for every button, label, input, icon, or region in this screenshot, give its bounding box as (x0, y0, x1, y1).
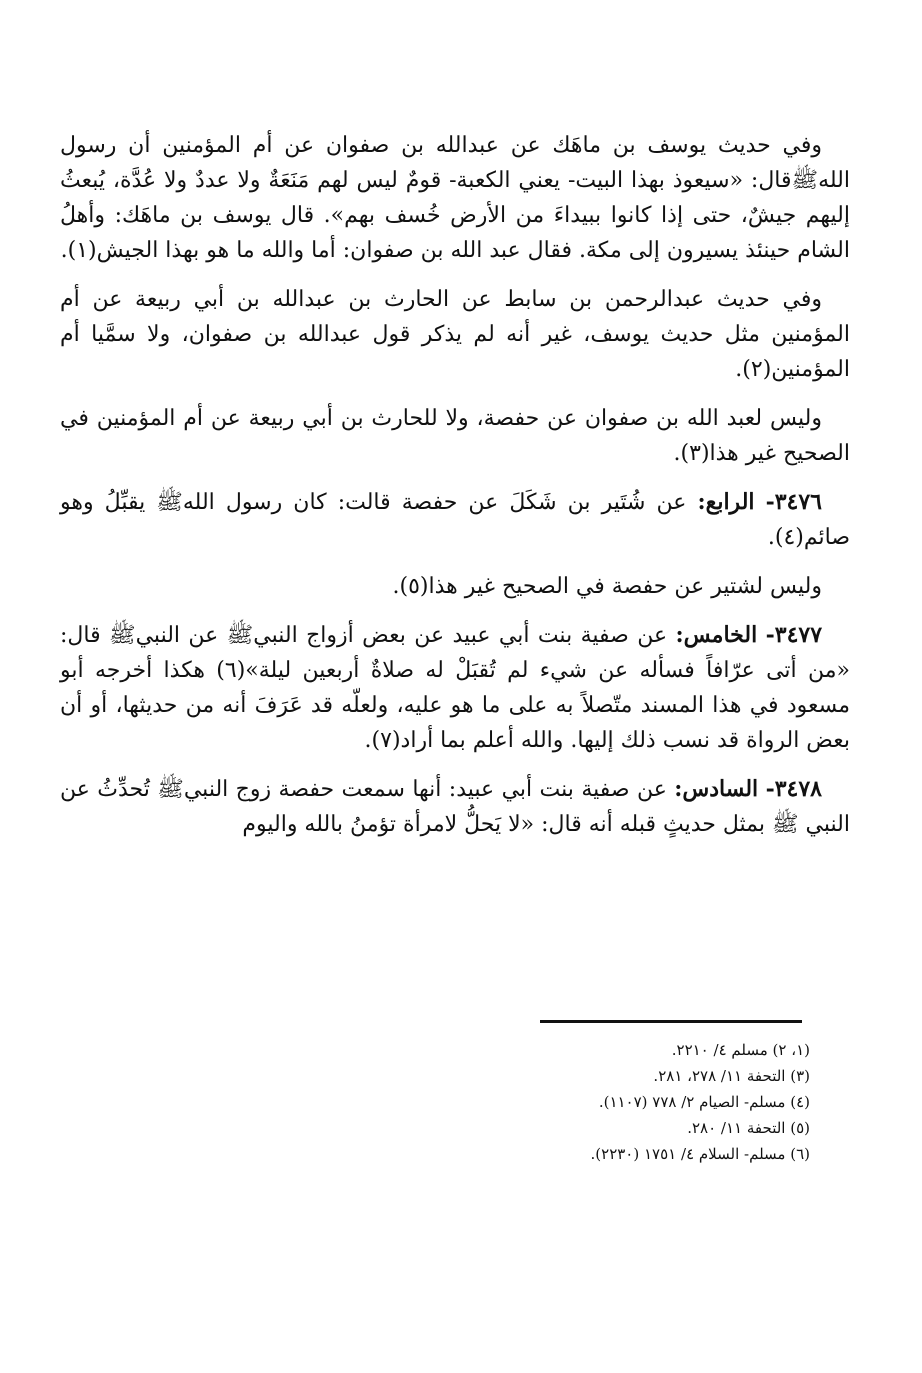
paragraph-text: وفي حديث يوسف بن ماهَك عن عبدالله بن صفوان عن أم المؤمنين أن رسول اللهﷺقال: «سيعوذ بهذا البيت- يعني الكعبة- قومٌ ليس لهم مَنَعَةٌ ولا عددٌ ولا عُدَّة، يُبعثُ إليهم جيشٌ، حتى إذا كانوا ببيداءَ من الأرض خُسف بهم». قال يوسف بن ماهَك: وأهلُ الشام حينئذ يسيرون إلى مكة. فقال عبد الله بن صفوان: أما والله ما هو بهذا الجيش(١). (60, 133, 850, 263)
paragraph-text: عن شُتَير بن شَكَلَ عن حفصة قالت: كان رسول اللهﷺ يقبِّلُ وهو صائم(٤). (60, 490, 850, 550)
hadith-number: ٣٤٧٦- (765, 489, 822, 515)
paragraph-3 (60, 401, 850, 471)
paragraph-text: وفي حديث عبدالرحمن بن سابط عن الحارث بن عبدالله بن أبي ربيعة عن أم المؤمنين مثل حديث يوسف، غير أنه لم يذكر قول عبدالله بن صفوان، ولا سمَّيا أم المؤمنين(٢). (60, 287, 850, 382)
hadith-title: الرابع: (697, 489, 755, 515)
footnote: (٣) التحفة ١١/ ٢٧٨، ٢٨١. (653, 1067, 810, 1085)
paragraph-3476 (60, 485, 850, 555)
hadith-number: ٣٤٧٨- (765, 776, 822, 802)
paragraph-text: وليس لشتير عن حفصة في الصحيح غير هذا(٥). (392, 574, 822, 599)
footnote: (٥) التحفة ١١/ ٢٨٠. (687, 1119, 810, 1137)
footnote-separator (540, 1020, 802, 1023)
paragraph-3477 (60, 618, 850, 758)
hadith-number: ٣٤٧٧- (765, 622, 823, 648)
paragraph-1 (60, 128, 850, 268)
footnote: (٤) مسلم- الصيام ٢/ ٧٧٨ (١١٠٧). (598, 1093, 810, 1111)
paragraph-text: عن صفية بنت أبي عبيد عن بعض أزواج النبيﷺ عن النبيﷺ قال: «من أتى عرّافاً فسأله عن شيء لم تُقبَلْ له صلاةٌ أربعين ليلة»(٦) هكذا أخرجه أبو مسعود في هذا المسند متّصلاً به على ما هو عليه، ولعلّه قد عَرَفَ أنه من حديثها، أو أن بعض الرواة قد نسب ذلك إليها. والله أعلم بما أراد(٧). (60, 623, 851, 753)
hadith-title: الخامس: (675, 622, 758, 648)
main-text (60, 128, 850, 856)
footnote: (١، ٢) مسلم ٤/ ٢٢١٠. (671, 1041, 810, 1059)
paragraph-3478 (60, 772, 850, 842)
footnote: (٦) مسلم- السلام ٤/ ١٧٥١ (٢٢٣٠). (590, 1145, 810, 1163)
footnotes (300, 1037, 810, 1167)
paragraph-5 (60, 569, 850, 604)
paragraph-text: وليس لعبد الله بن صفوان عن حفصة، ولا للحارث بن أبي ربيعة عن أم المؤمنين في الصحيح غير هذا(٣). (60, 406, 850, 466)
hadith-title: السادس: (674, 776, 759, 802)
paragraph-2 (60, 282, 850, 387)
paragraph-text: عن صفية بنت أبي عبيد: أنها سمعت حفصة زوج النبيﷺ تُحدِّثُ عن النبي ﷺ بمثل حديثٍ قبله أنه قال: «لا يَحلُّ لامرأة تؤمنُ بالله واليوم (60, 777, 850, 837)
